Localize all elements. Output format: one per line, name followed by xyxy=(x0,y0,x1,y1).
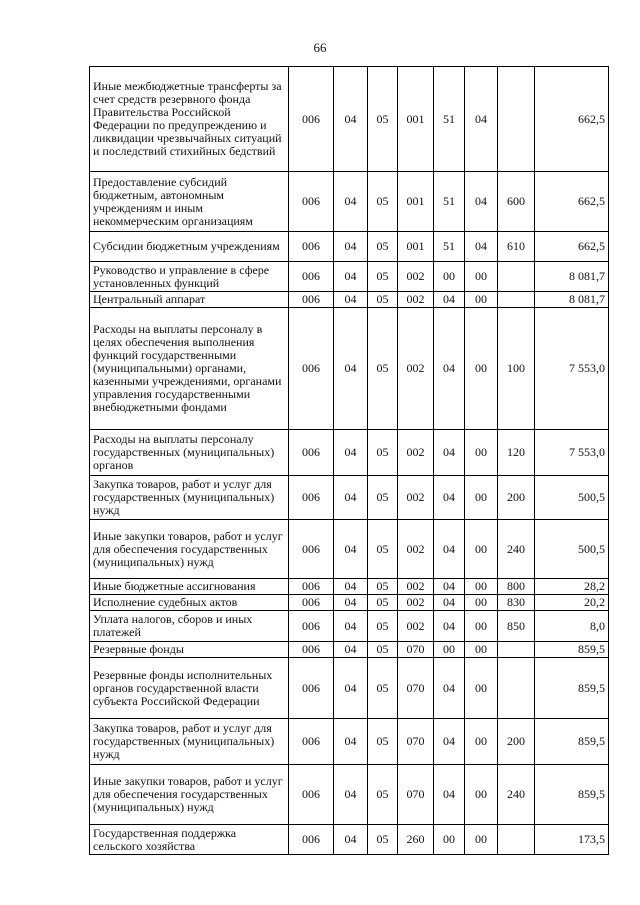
grbs-cell: 006 xyxy=(289,642,334,658)
grbs-cell: 006 xyxy=(289,579,334,595)
target-code-3: 00 xyxy=(465,611,498,642)
razdel-cell: 04 xyxy=(334,232,368,262)
row-name: Исполнение судебных актов xyxy=(90,595,289,611)
table-row xyxy=(90,308,609,430)
target-code-2: 04 xyxy=(434,765,465,825)
table-row xyxy=(90,232,609,262)
podrazdel-cell: 05 xyxy=(368,430,398,476)
podrazdel-cell: 05 xyxy=(368,262,398,292)
grbs-cell: 006 xyxy=(289,595,334,611)
razdel-cell: 04 xyxy=(334,611,368,642)
razdel-cell: 04 xyxy=(334,67,368,172)
target-code-1: 002 xyxy=(398,262,434,292)
amount-cell: 500,5 xyxy=(535,476,609,520)
target-code-2: 04 xyxy=(434,611,465,642)
grbs-cell: 006 xyxy=(289,232,334,262)
podrazdel-cell: 05 xyxy=(368,595,398,611)
grbs-cell: 006 xyxy=(289,308,334,430)
podrazdel-cell: 05 xyxy=(368,658,398,719)
podrazdel-cell: 05 xyxy=(368,308,398,430)
target-code-2: 00 xyxy=(434,825,465,855)
razdel-cell: 04 xyxy=(334,825,368,855)
table-row xyxy=(90,595,609,611)
amount-cell: 8,0 xyxy=(535,611,609,642)
row-name: Предоставление субсидий бюджетным, автономным учреждениям и иным некоммерческим организациям xyxy=(90,172,289,232)
table-row xyxy=(90,262,609,292)
amount-cell: 859,5 xyxy=(535,765,609,825)
row-name: Резервные фонды исполнительных органов государственной власти субъекта Российской Федерации xyxy=(90,658,289,719)
row-name: Государственная поддержка сельского хозяйства xyxy=(90,825,289,855)
podrazdel-cell: 05 xyxy=(368,520,398,579)
budget-table xyxy=(89,66,609,855)
grbs-cell: 006 xyxy=(289,611,334,642)
expense-type-cell: 830 xyxy=(498,595,535,611)
target-code-1: 002 xyxy=(398,579,434,595)
podrazdel-cell: 05 xyxy=(368,476,398,520)
target-code-2: 00 xyxy=(434,642,465,658)
table-row xyxy=(90,611,609,642)
target-code-3: 00 xyxy=(465,719,498,765)
row-name: Субсидии бюджетным учреждениям xyxy=(90,232,289,262)
podrazdel-cell: 05 xyxy=(368,67,398,172)
expense-type-cell: 100 xyxy=(498,308,535,430)
podrazdel-cell: 05 xyxy=(368,579,398,595)
target-code-2: 04 xyxy=(434,308,465,430)
expense-type-cell xyxy=(498,825,535,855)
grbs-cell: 006 xyxy=(289,172,334,232)
amount-cell: 500,5 xyxy=(535,520,609,579)
target-code-1: 070 xyxy=(398,765,434,825)
amount-cell: 28,2 xyxy=(535,579,609,595)
target-code-2: 51 xyxy=(434,172,465,232)
amount-cell: 20,2 xyxy=(535,595,609,611)
expense-type-cell xyxy=(498,67,535,172)
table-row xyxy=(90,476,609,520)
target-code-2: 51 xyxy=(434,67,465,172)
expense-type-cell: 850 xyxy=(498,611,535,642)
amount-cell: 7 553,0 xyxy=(535,308,609,430)
target-code-1: 070 xyxy=(398,719,434,765)
razdel-cell: 04 xyxy=(334,520,368,579)
razdel-cell: 04 xyxy=(334,476,368,520)
table-row xyxy=(90,292,609,308)
page-number: 66 xyxy=(313,40,327,55)
grbs-cell: 006 xyxy=(289,262,334,292)
target-code-3: 00 xyxy=(465,476,498,520)
target-code-1: 002 xyxy=(398,292,434,308)
target-code-3: 00 xyxy=(465,262,498,292)
amount-cell: 7 553,0 xyxy=(535,430,609,476)
expense-type-cell: 600 xyxy=(498,172,535,232)
razdel-cell: 04 xyxy=(334,765,368,825)
amount-cell: 662,5 xyxy=(535,67,609,172)
target-code-1: 001 xyxy=(398,232,434,262)
target-code-2: 04 xyxy=(434,579,465,595)
target-code-3: 00 xyxy=(465,825,498,855)
razdel-cell: 04 xyxy=(334,642,368,658)
podrazdel-cell: 05 xyxy=(368,642,398,658)
target-code-2: 04 xyxy=(434,430,465,476)
target-code-2: 00 xyxy=(434,262,465,292)
expense-type-cell xyxy=(498,658,535,719)
grbs-cell: 006 xyxy=(289,765,334,825)
podrazdel-cell: 05 xyxy=(368,611,398,642)
expense-type-cell: 120 xyxy=(498,430,535,476)
podrazdel-cell: 05 xyxy=(368,172,398,232)
target-code-1: 070 xyxy=(398,642,434,658)
target-code-3: 00 xyxy=(465,430,498,476)
target-code-3: 00 xyxy=(465,595,498,611)
row-name: Уплата налогов, сборов и иных платежей xyxy=(90,611,289,642)
row-name: Расходы на выплаты персоналу государственных (муниципальных) органов xyxy=(90,430,289,476)
expense-type-cell xyxy=(498,292,535,308)
razdel-cell: 04 xyxy=(334,579,368,595)
razdel-cell: 04 xyxy=(334,262,368,292)
expense-type-cell xyxy=(498,642,535,658)
grbs-cell: 006 xyxy=(289,430,334,476)
podrazdel-cell: 05 xyxy=(368,292,398,308)
target-code-3: 00 xyxy=(465,642,498,658)
expense-type-cell: 240 xyxy=(498,520,535,579)
row-name: Закупка товаров, работ и услуг для государственных (муниципальных) нужд xyxy=(90,476,289,520)
target-code-2: 04 xyxy=(434,476,465,520)
target-code-1: 002 xyxy=(398,430,434,476)
amount-cell: 859,5 xyxy=(535,658,609,719)
target-code-3: 00 xyxy=(465,765,498,825)
target-code-2: 04 xyxy=(434,595,465,611)
grbs-cell: 006 xyxy=(289,825,334,855)
expense-type-cell: 800 xyxy=(498,579,535,595)
amount-cell: 8 081,7 xyxy=(535,292,609,308)
target-code-3: 00 xyxy=(465,658,498,719)
row-name: Расходы на выплаты персоналу в целях обеспечения выполнения функций государственными (муниципальными) органами, казенными учреждениями, органами управления государственными внебюджетными фондами xyxy=(90,308,289,430)
row-name: Иные межбюджетные трансферты за счет средств резервного фонда Правительства Российской Федерации по предупреждению и ликвидации чрезвычайных ситуаций и последствий стихийных бедствий xyxy=(90,67,289,172)
target-code-1: 002 xyxy=(398,520,434,579)
expense-type-cell: 200 xyxy=(498,719,535,765)
podrazdel-cell: 05 xyxy=(368,232,398,262)
expense-type-cell: 610 xyxy=(498,232,535,262)
table-row xyxy=(90,642,609,658)
amount-cell: 8 081,7 xyxy=(535,262,609,292)
podrazdel-cell: 05 xyxy=(368,825,398,855)
podrazdel-cell: 05 xyxy=(368,765,398,825)
target-code-1: 001 xyxy=(398,172,434,232)
table-row xyxy=(90,520,609,579)
target-code-2: 51 xyxy=(434,232,465,262)
amount-cell: 859,5 xyxy=(535,642,609,658)
amount-cell: 173,5 xyxy=(535,825,609,855)
target-code-3: 00 xyxy=(465,308,498,430)
target-code-3: 00 xyxy=(465,520,498,579)
target-code-2: 04 xyxy=(434,658,465,719)
table-row xyxy=(90,658,609,719)
podrazdel-cell: 05 xyxy=(368,719,398,765)
target-code-3: 04 xyxy=(465,172,498,232)
razdel-cell: 04 xyxy=(334,308,368,430)
row-name: Иные закупки товаров, работ и услуг для обеспечения государственных (муниципальных) нужд xyxy=(90,520,289,579)
target-code-2: 04 xyxy=(434,292,465,308)
expense-type-cell: 240 xyxy=(498,765,535,825)
target-code-3: 04 xyxy=(465,67,498,172)
razdel-cell: 04 xyxy=(334,658,368,719)
razdel-cell: 04 xyxy=(334,172,368,232)
target-code-1: 002 xyxy=(398,595,434,611)
table-row xyxy=(90,765,609,825)
amount-cell: 662,5 xyxy=(535,172,609,232)
grbs-cell: 006 xyxy=(289,719,334,765)
target-code-1: 260 xyxy=(398,825,434,855)
row-name: Руководство и управление в сфере установленных функций xyxy=(90,262,289,292)
table-row xyxy=(90,719,609,765)
grbs-cell: 006 xyxy=(289,67,334,172)
razdel-cell: 04 xyxy=(334,595,368,611)
grbs-cell: 006 xyxy=(289,292,334,308)
target-code-1: 070 xyxy=(398,658,434,719)
target-code-2: 04 xyxy=(434,719,465,765)
row-name: Закупка товаров, работ и услуг для государственных (муниципальных) нужд xyxy=(90,719,289,765)
expense-type-cell xyxy=(498,262,535,292)
row-name: Иные бюджетные ассигнования xyxy=(90,579,289,595)
target-code-1: 002 xyxy=(398,308,434,430)
table-row xyxy=(90,430,609,476)
amount-cell: 662,5 xyxy=(535,232,609,262)
target-code-1: 002 xyxy=(398,476,434,520)
grbs-cell: 006 xyxy=(289,520,334,579)
target-code-3: 00 xyxy=(465,579,498,595)
razdel-cell: 04 xyxy=(334,719,368,765)
expense-type-cell: 200 xyxy=(498,476,535,520)
grbs-cell: 006 xyxy=(289,476,334,520)
grbs-cell: 006 xyxy=(289,658,334,719)
amount-cell: 859,5 xyxy=(535,719,609,765)
table-row xyxy=(90,579,609,595)
table-row xyxy=(90,825,609,855)
row-name: Резервные фонды xyxy=(90,642,289,658)
table-row xyxy=(90,172,609,232)
row-name: Центральный аппарат xyxy=(90,292,289,308)
razdel-cell: 04 xyxy=(334,292,368,308)
target-code-1: 002 xyxy=(398,611,434,642)
table-row xyxy=(90,67,609,172)
row-name: Иные закупки товаров, работ и услуг для обеспечения государственных (муниципальных) нужд xyxy=(90,765,289,825)
razdel-cell: 04 xyxy=(334,430,368,476)
target-code-3: 00 xyxy=(465,292,498,308)
target-code-1: 001 xyxy=(398,67,434,172)
target-code-2: 04 xyxy=(434,520,465,579)
target-code-3: 04 xyxy=(465,232,498,262)
